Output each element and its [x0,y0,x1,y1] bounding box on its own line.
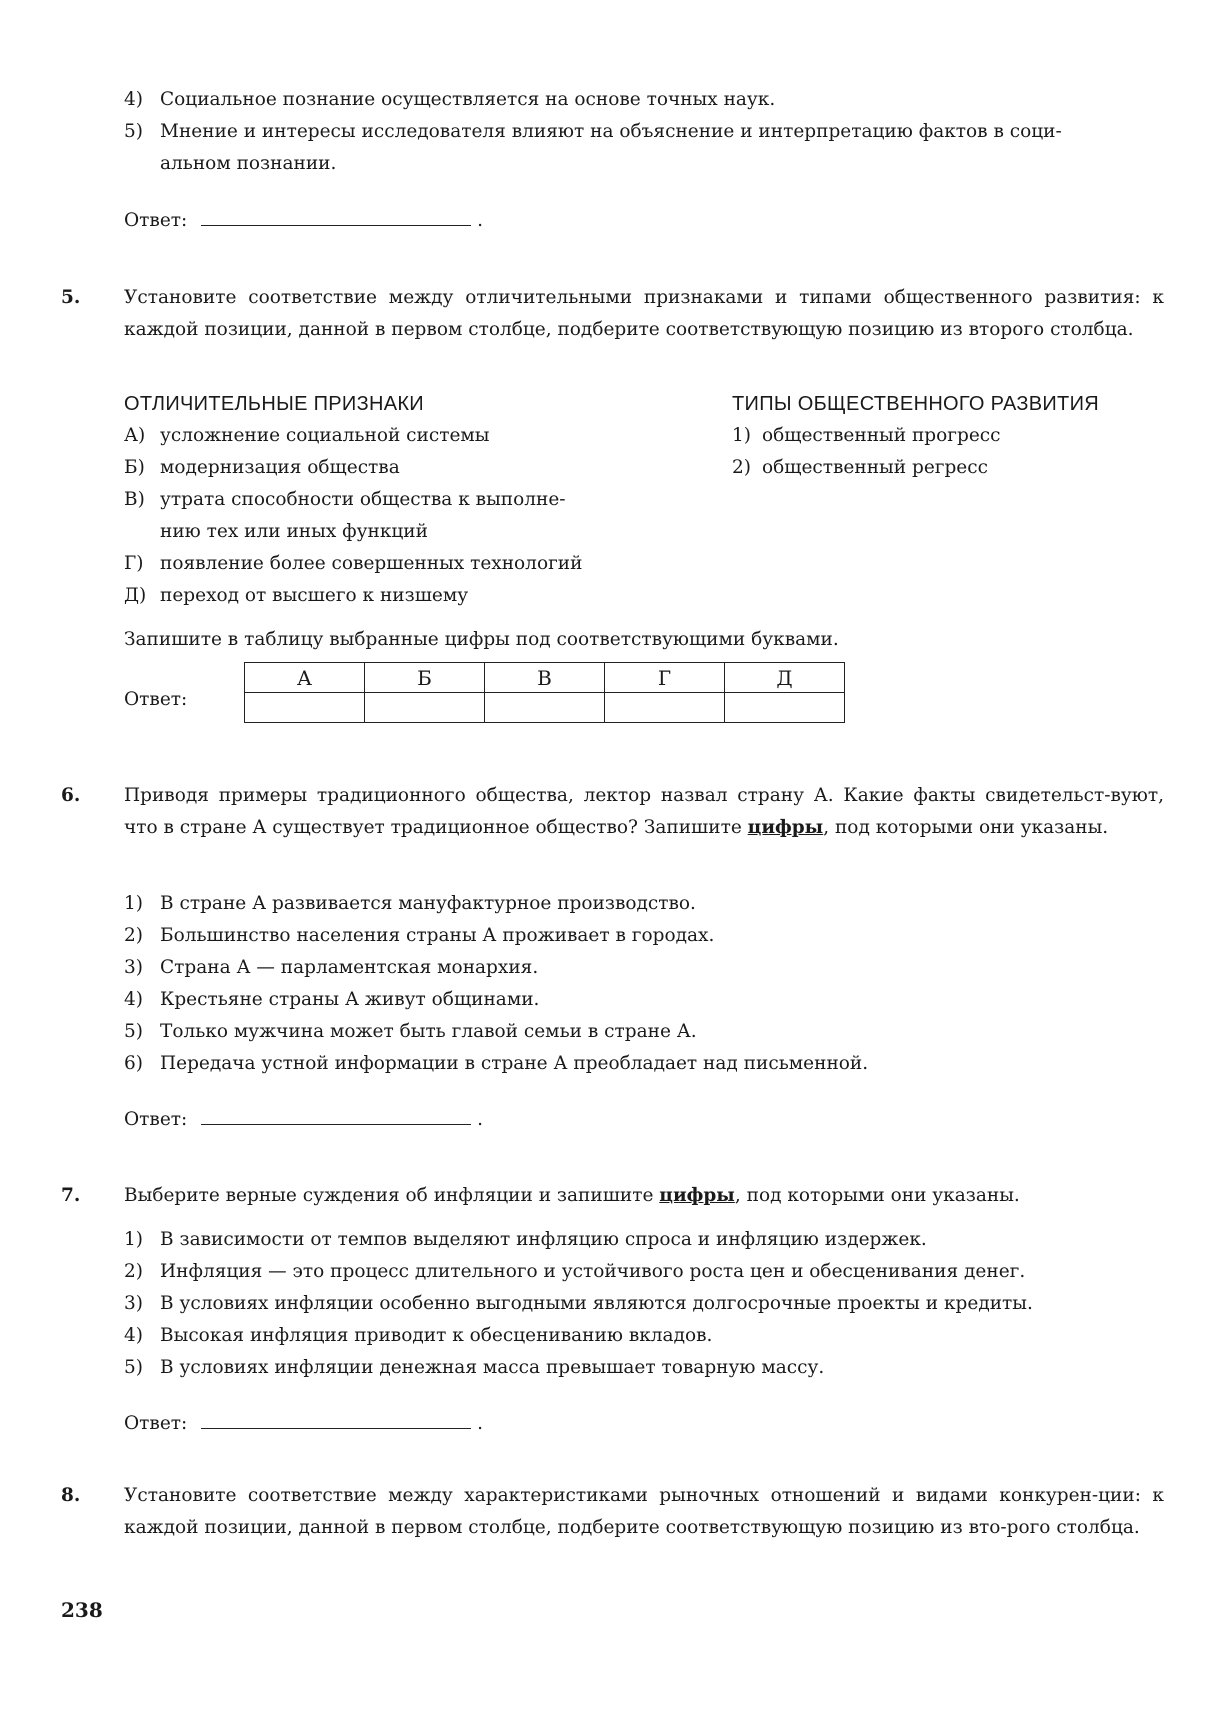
q4-option-5: 5) Мнение и интересы исследователя влияют на объяснение и интерпретацию фактов в соци- [124,121,1062,142]
q6-text: Приводя примеры традиционного общества, лектор назвал страну А. Какие факты свидетельст-вуют, что в стране А существует традиционное общество? Запишите цифры, под которыми они указаны. [124,785,1164,838]
q5-text: Установите соответствие между отличительными признаками и типами общественного развития: к каждой позиции, данной в первом столбце, подберите соответствующую позицию из второго столбца. [124,287,1164,340]
q5-right-item-1: 1) общественный прогресс [732,425,1001,446]
q5-answer-label: Ответ: [124,689,188,710]
q4-answer-line[interactable] [201,207,471,226]
q6-answer: Ответ: . [124,1104,483,1136]
q5-answer-table [244,662,845,723]
q6-option-2: 2) Большинство населения страны А проживает в городах. [124,925,715,946]
page-number: 238 [61,1598,103,1622]
q5-table-cell-a[interactable] [245,693,365,723]
q5-table-header-b: Б [365,663,485,693]
q5-instruction: Запишите в таблицу выбранные цифры под соответствующими буквами. [124,629,839,650]
q4-answer: Ответ: . [124,205,483,237]
q4-option-5-cont: альном познании. [160,153,337,174]
q5-left-item-v: В) утрата способности общества к выполне- [124,489,566,510]
q6-option-5: 5) Только мужчина может быть главой семьи в стране А. [124,1021,697,1042]
q7-option-5: 5) В условиях инфляции денежная масса превышает товарную массу. [124,1357,825,1378]
q8-number: 8. [61,1485,81,1506]
q5-left-header: ОТЛИЧИТЕЛЬНЫЕ ПРИЗНАКИ [124,393,424,415]
q7-option-2: 2) Инфляция — это процесс длительного и устойчивого роста цен и обесценивания денег. [124,1261,1026,1282]
q5-table-header-v: В [485,663,605,693]
q6-option-1: 1) В стране А развивается мануфактурное производство. [124,893,696,914]
q5-table-header-row [245,663,845,693]
q7-option-4: 4) Высокая инфляция приводит к обесцениванию вкладов. [124,1325,713,1346]
q5-table-header-g: Г [605,663,725,693]
q5-table-cell-d[interactable] [725,693,845,723]
q6-emphasis: цифры [747,817,824,838]
q7-answer-line[interactable] [201,1410,471,1429]
q5-table-cell-g[interactable] [605,693,725,723]
q7-number: 7. [61,1185,81,1206]
q5-left-item-g: Г) появление более совершенных технологий [124,553,583,574]
q6-option-4: 4) Крестьяне страны А живут общинами. [124,989,540,1010]
q7-text: Выберите верные суждения об инфляции и запишите цифры, под которыми они указаны. [124,1185,1020,1206]
q7-option-1: 1) В зависимости от темпов выделяют инфляцию спроса и инфляцию издержек. [124,1229,927,1250]
q5-left-item-d: Д) переход от высшего к низшему [124,585,469,606]
q5-right-header: ТИПЫ ОБЩЕСТВЕННОГО РАЗВИТИЯ [732,393,1099,415]
q5-table-answer-row [245,693,845,723]
q5-number: 5. [61,287,81,308]
q5-left-item-a: А) усложнение социальной системы [124,425,490,446]
q6-option-3: 3) Страна А — парламентская монархия. [124,957,539,978]
q4-option-4: 4) Социальное познание осуществляется на основе точных наук. [124,89,776,110]
q7-answer: Ответ: . [124,1408,483,1440]
q6-number: 6. [61,785,81,806]
q6-option-6: 6) Передача устной информации в стране А преобладает над письменной. [124,1053,869,1074]
q5-table-cell-b[interactable] [365,693,485,723]
q7-emphasis: цифры [659,1185,735,1206]
q7-option-3: 3) В условиях инфляции особенно выгодными являются долгосрочные проекты и кредиты. [124,1293,1033,1314]
q5-table-header-d: Д [725,663,845,693]
q5-right-item-2: 2) общественный регресс [732,457,988,478]
q5-left-item-b: Б) модернизация общества [124,457,400,478]
q5-table-cell-v[interactable] [485,693,605,723]
q6-answer-line[interactable] [201,1106,471,1125]
q8-text: Установите соответствие между характеристиками рыночных отношений и видами конкурен-ции: к каждой позиции, данной в первом столбце, подберите соответствующую позицию из вто-рого столбца. [124,1485,1164,1538]
q5-left-item-v-cont: нию тех или иных функций [160,521,428,542]
q5-table-header-a: А [245,663,365,693]
